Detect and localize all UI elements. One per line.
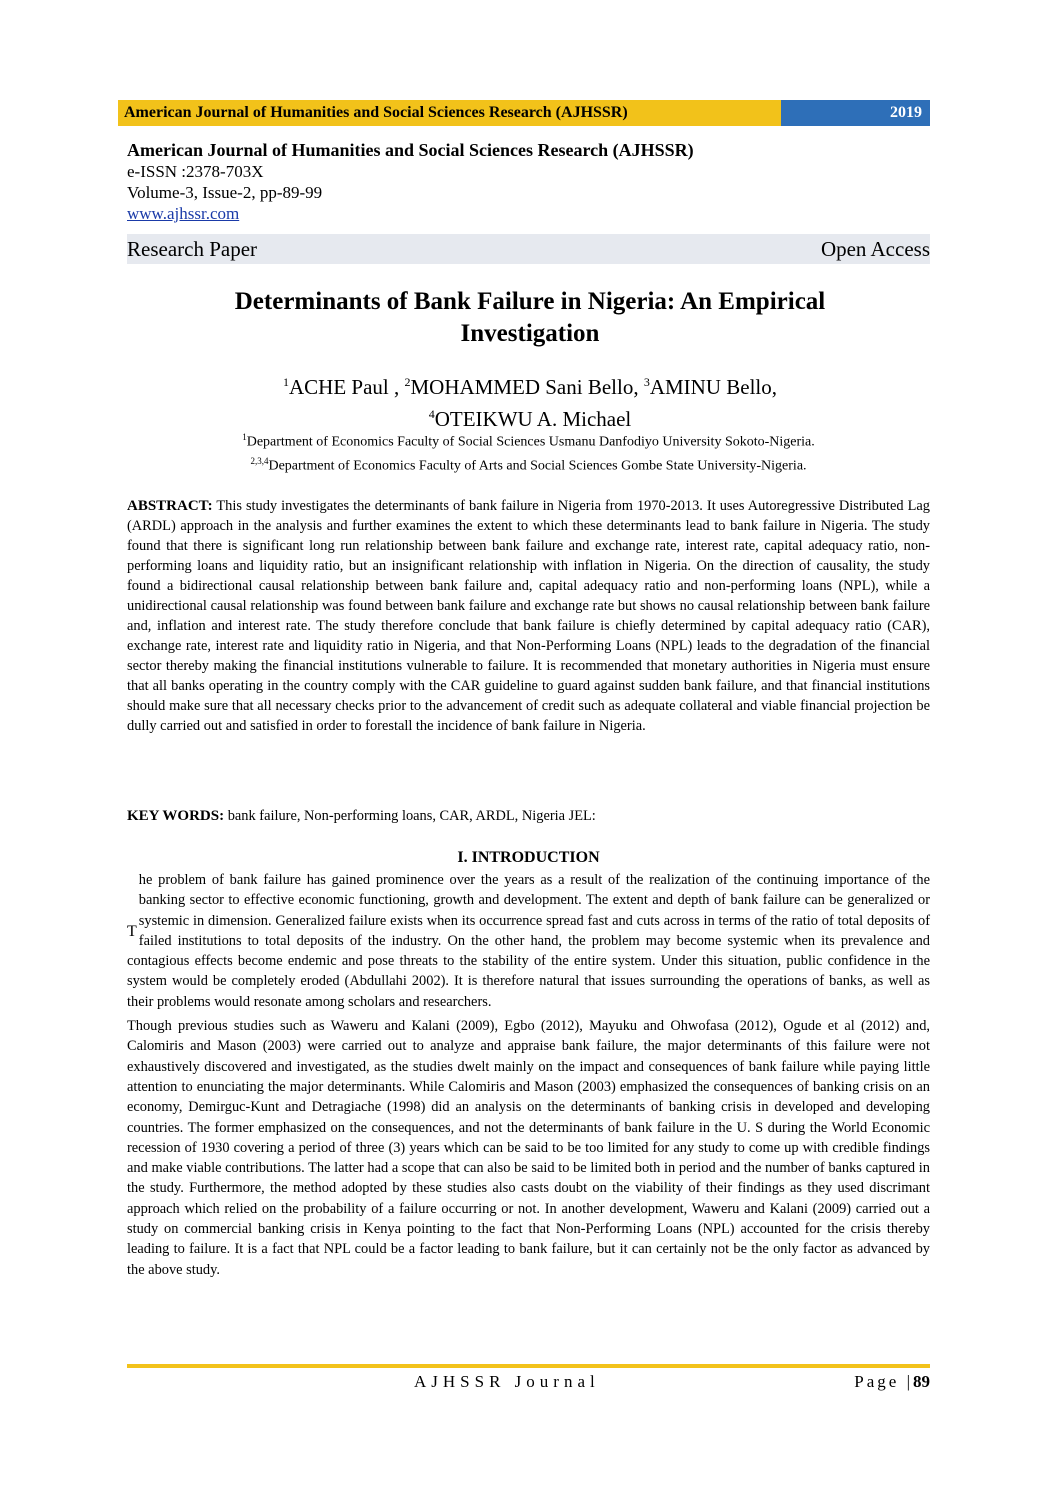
keywords-label: KEY WORDS: (127, 808, 225, 824)
author-list (150, 369, 910, 433)
introduction-body (127, 870, 930, 1280)
author-1: ACHE Paul , (288, 375, 400, 399)
author-2: MOHAMMED Sani Bello, (410, 375, 639, 399)
keywords (127, 806, 930, 826)
author-2-sup: 2 (404, 375, 411, 389)
author-4-sup: 4 (428, 407, 435, 421)
drop-cap: T (127, 923, 137, 940)
meta-volume: Volume-3, Issue-2, pp-89-99 (127, 183, 323, 202)
intro-paragraph-1-text: he problem of bank failure has gained prominence over the years as a result of the realization of the continuing importance of the banking sector to effective economic functioning, growth and development. The extent and depth of bank failure can be generalized or systemic in dimension. Generalized failure exists when its occurrence spread fast and cuts across in terms of the ratio of total deposits of failed institutions to total deposits of the industry. On the other hand, the problem may become systemic when its prevalence and contagious effects become endemic and pose threats to the stability of the entire system. Under this situation, public confidence in the system would be completely eroded (Abdullahi 2002). It is therefore natural that issues surrounding the operations of banks, as well as their problems would resonate among scholars and researchers. (127, 872, 930, 1010)
keywords-text: bank failure, Non-performing loans, CAR, ARDL, Nigeria JEL: (227, 808, 596, 824)
author-4: OTEIKWU A. Michael (434, 407, 632, 431)
author-1-sup: 1 (282, 375, 289, 389)
footer-journal: AJHSSR Journal (414, 1372, 600, 1391)
header-journal-name: American Journal of Humanities and Social Sciences Research (AJHSSR) (118, 100, 781, 126)
footer-page-number: 89 (913, 1372, 930, 1391)
author-3: AMINU Bello, (649, 375, 777, 399)
footer-page-label: Page | (854, 1372, 913, 1391)
author-3-sup: 3 (643, 375, 650, 389)
paper-type: Research Paper (127, 236, 258, 261)
paper-type-bar (127, 234, 930, 264)
abstract-text: This study investigates the determinants of bank failure in Nigeria from 1970-2013. It uses Autoregressive Distributed Lag (ARDL) approach in the analysis and further examines the extent to which these determinants lead to bank failure in Nigeria. The study found that there is significant long run relationship between bank failure and exchange rate, interest rate, capital adequacy ratio, non-performing loans and liquidity ratio, but an insignificant relationship with inflation in Nigeria. On the direction of causality, the study found a bidirectional causal relationship between bank failure and, capital adequacy ratio and non-performing loans (NPL), while a unidirectional causal relationship was found between bank failure and exchange rate but shows no causal relationship between bank failure and, inflation and interest rate. The study therefore conclude that bank failure is chiefly determined by capital adequacy ratio (CAR), exchange rate, interest rate and liquidity ratio in Nigeria, and that Non-Performing Loans (NPL) leads to the degradation of the financial sector thereby making the financial institutions vulnerable to failure. It is recommended that monetary authorities in Nigeria must ensure that all banks operating in the country comply with the CAR guideline to guard against sudden bank failure, and that financial institutions should make sure that all necessary checks prior to the advancement of credit such as adequate collateral and viable financial projection be dully carried out and satisfied in order to forestall the incidence of bank failure in Nigeria. (127, 498, 931, 734)
footer-page (854, 1372, 930, 1392)
footer-rule (127, 1364, 930, 1368)
affiliation-1-sup: 1 (242, 432, 247, 442)
intro-paragraph-2: Though previous studies such as Waweru and Kalani (2009), Egbo (2012), Mayuku and Ohwofasa (2012), Ogude et al (2012) and, Calomiris and Mason (2003) were carried out to analyze and appraise bank failure, the major determinants of this failure were not exhaustively discovered and investigated, as the studies dwelt mainly on the impact and consequences of bank failure while paying little attention to enunciating the major determinants. While Calomiris and Mason (2003) emphasized the consequences of banking crisis on an economy, Demirguc-Kunt and Detragiache (1998) did an analysis on the determinants of banking crisis in developed and developing countries. The former emphasized on the consequences, and not the determinants of bank failure in the U. S during the World Economic recession of 1930 covering a period of three (3) years which can be said to be too limited for any study to come up with credible findings and make viable contributions. The latter had a scope that can also be said to be limited both in period and the number of banks captured in the study. Furthermore, the method adopted by these studies also casts doubt on the viability of their findings as they used discrimant approach which relied on the probability of a failure occurring or not. In another development, Waweru and Kalani (2009) carried out a study on commercial banking crisis in Kenya pointing to the fact that Non-Performing Loans (NPL) accounted for the crisis thereby leading to failure. It is a fact that NPL could be a factor leading to bank failure, but it can certainly not be the only factor as advanced by the above study. (127, 1018, 930, 1278)
title-line-1: Determinants of Bank Failure in Nigeria: An Empirical (234, 288, 826, 315)
access-type: Open Access (820, 236, 930, 261)
affiliation-1: Department of Economics Faculty of Social Sciences Usmanu Danfodiyo University Sokoto-Nigeria. (246, 434, 815, 450)
journal-website-link[interactable]: www.ajhssr.com (127, 204, 240, 223)
header-year: 2019 (781, 100, 930, 126)
affiliation-2: Department of Economics Faculty of Arts and Social Sciences Gombe State University-Nigeria. (268, 458, 807, 474)
meta-issn: e-ISSN :2378-703X (127, 162, 264, 181)
affiliation-2-sup: 2,3,4 (250, 455, 269, 466)
abstract (127, 496, 930, 736)
meta-journal-name: American Journal of Humanities and Social Sciences Research (AJHSSR) (127, 140, 694, 160)
introduction-heading: I. INTRODUCTION (457, 849, 600, 866)
abstract-label: ABSTRACT: (127, 498, 213, 514)
intro-paragraph-1 (127, 870, 930, 1012)
affiliations (127, 428, 930, 475)
title-line-2: Investigation (460, 320, 600, 347)
journal-meta (127, 140, 930, 224)
journal-header-band (118, 100, 930, 126)
paper-title (150, 286, 910, 350)
